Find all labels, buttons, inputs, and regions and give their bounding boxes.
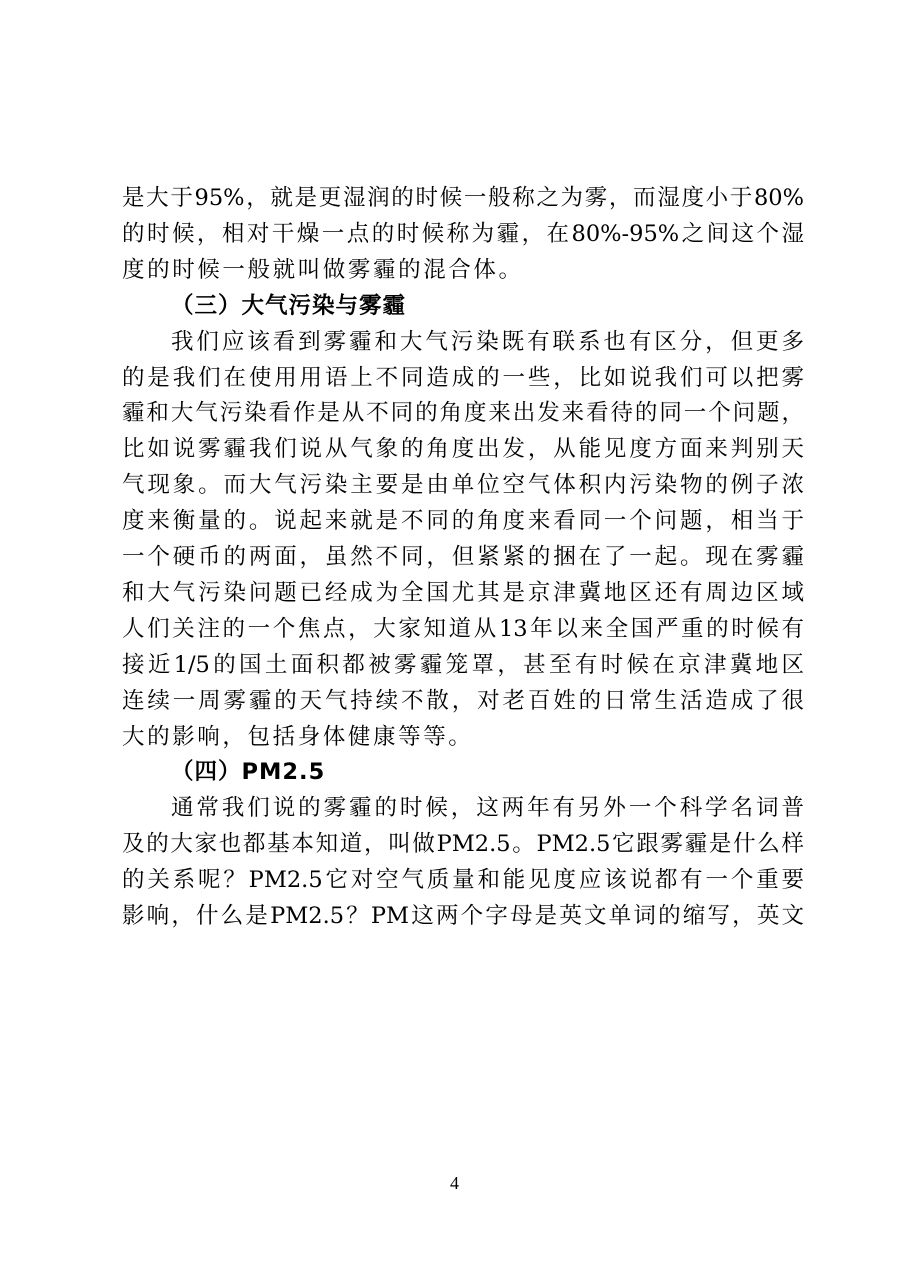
text-line: 度的时候一般就叫做雾霾的混合体。 [122, 256, 524, 283]
text-line: 度来衡量的。说起来就是不同的角度来看同一个问题，相当于 [122, 508, 804, 535]
text-line: 人们关注的一个焦点，大家知道从13年以来全国严重的时候有 [122, 615, 804, 642]
page-number: 4 [450, 1173, 459, 1193]
text-line: 通常我们说的雾霾的时候，这两年有另外一个科学名词普 [171, 795, 804, 822]
text-line: 接近1/5的国土面积都被雾霾笼罩，甚至有时候在京津冀地区 [122, 651, 804, 678]
body-text [122, 0, 804, 1286]
text-line: 连续一周雾霾的天气持续不散，对老百姓的日常生活造成了很 [122, 687, 804, 714]
text-line: 比如说雾霾我们说从气象的角度出发，从能见度方面来判别天 [122, 436, 804, 463]
text-line: 霾和大气污染看作是从不同的角度来出发来看待的同一个问题， [122, 400, 804, 427]
text-line: 是大于95%，就是更湿润的时候一般称之为雾，而湿度小于80% [122, 185, 804, 211]
text-line: 的时候，相对干燥一点的时候称为霾，在80%-95%之间这个湿 [122, 220, 804, 247]
section-heading: （三）大气污染与雾霾 [171, 292, 407, 319]
text-line: 和大气污染问题已经成为全国尤其是京津冀地区还有周边区域 [122, 579, 804, 606]
text-line: 及的大家也都基本知道，叫做PM2.5。PM2.5它跟雾霾是什么样 [122, 831, 804, 858]
text-line: 影响，什么是PM2.5？PM这两个字母是英文单词的缩写，英文 [122, 903, 804, 929]
text-line: 大的影响，包括身体健康等等。 [122, 723, 474, 750]
text-line: 我们应该看到雾霾和大气污染既有联系也有区分，但更多 [171, 328, 804, 355]
text-line: 气现象。而大气污染主要是由单位空气体积内污染物的例子浓 [122, 472, 804, 499]
text-line: 的是我们在使用用语上不同造成的一些，比如说我们可以把雾 [122, 364, 804, 391]
text-line: 的关系呢？PM2.5它对空气质量和能见度应该说都有一个重要 [122, 867, 804, 894]
text-line: 一个硬币的两面，虽然不同，但紧紧的捆在了一起。现在雾霾 [122, 544, 804, 570]
section-heading: （四）PM2.5 [171, 759, 326, 786]
